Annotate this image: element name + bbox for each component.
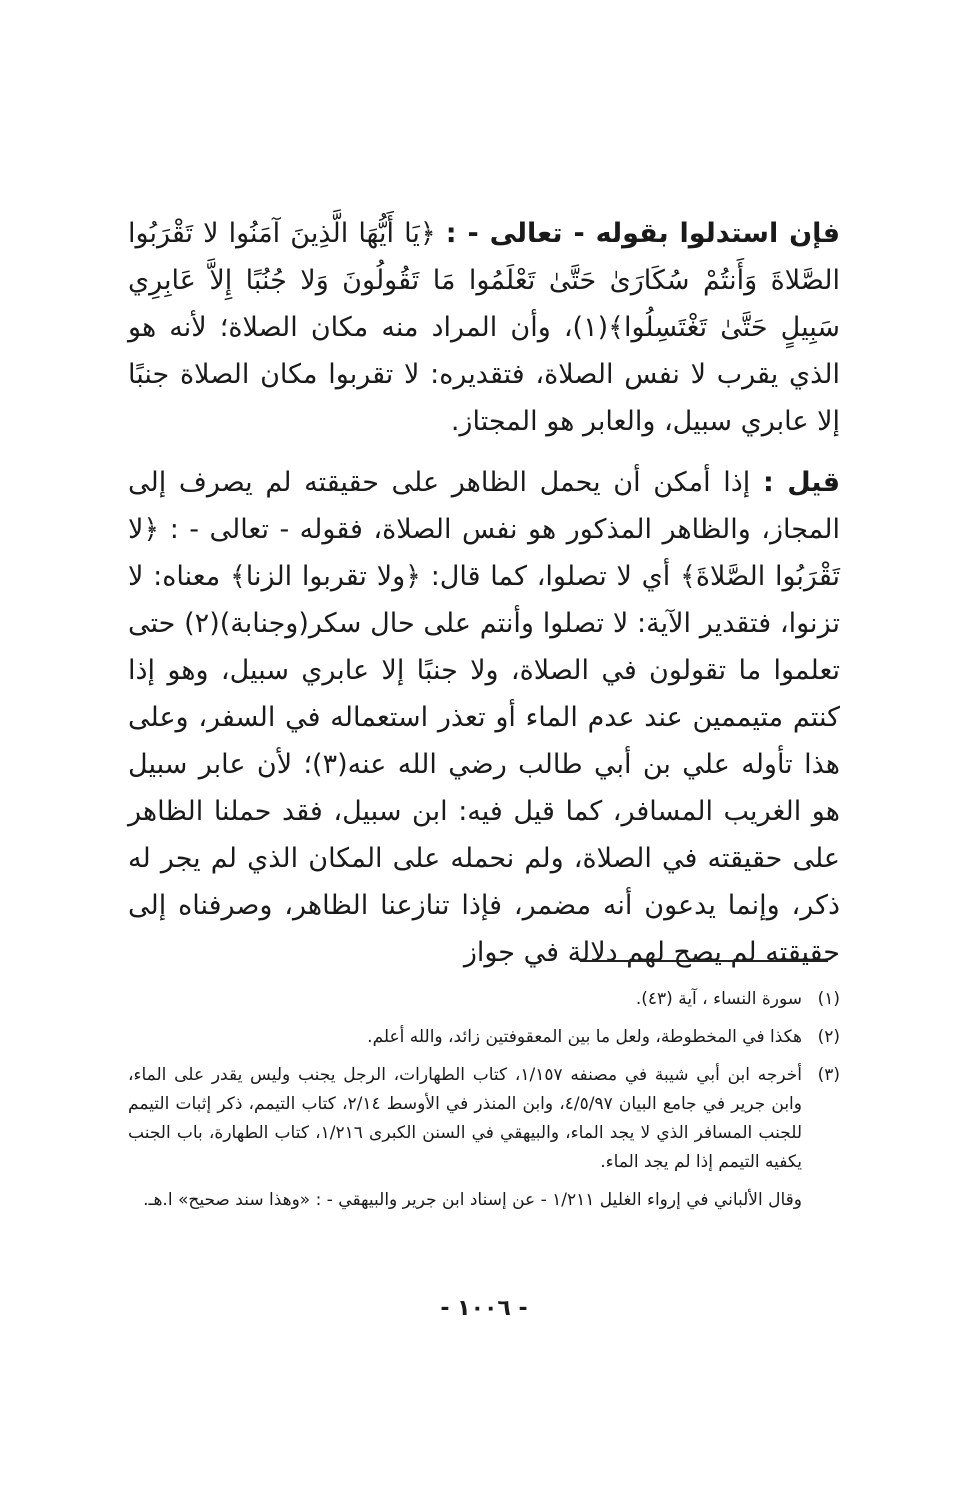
- paragraph-1: [128, 210, 840, 445]
- footnote-text: هكذا في المخطوطة، ولعل ما بين المعقوفتين زائد، والله أعلم.: [367, 1027, 802, 1047]
- footnote-text: أخرجه ابن أبي شيبة في مصنفه ١/١٥٧، كتاب الطهارات، الرجل يجنب وليس يقدر على الماء، وابن جرير في جامع البيان ٤/٥/٩٧، وابن المنذر في الأوسط ٢/١٤، كتاب التيمم، ذكر إثبات التيمم للجنب المسافر الذي لا يجد الماء، والبيهقي في السنن الكبرى ١/٢١٦، كتاب الطهارة، باب الجنب يكفيه التيمم إذا لم يجد الماء.: [128, 1065, 802, 1172]
- main-text: [128, 210, 840, 990]
- footnote-3-continuation: وقال الألباني في إرواء الغليل ١/٢١١ - عن إسناد ابن جرير والبيهقي - : «وهذا سند صحيح» ا.هـ.: [143, 1190, 802, 1210]
- footnote-number: (٣): [817, 1065, 840, 1085]
- footnote-number: (٢): [817, 1027, 840, 1047]
- paragraph-2: [128, 459, 840, 976]
- paragraph-2-text: إذا أمكن أن يحمل الظاهر على حقيقته لم يصرف إلى المجاز، والظاهر المذكور هو نفس الصلاة، فقوله - تعالى - : ﴿لا تَقْرَبُوا الصَّلاةَ﴾ أي لا تصلوا، كما قال: ﴿ولا تقربوا الزنا﴾ معناه: لا تزنوا، فتقدير الآية: لا تصلوا وأنتم على حال سكر(وجنابة)(٢) حتى تعلموا ما تقولون في الصلاة، ولا جنبًا إلا عابري سبيل، وهو إذا كنتم متيممين عند عدم الماء أو تعذر استعماله في السفر، وعلى هذا تأوله علي بن أبي طالب رضي الله عنه(٣)؛ لأن عابر سبيل هو الغريب المسافر، كما قيل فيه: ابن سبيل، فقد حملنا الظاهر على حقيقته في الصلاة، ولم نحمله على المكان الذي لم يجر له ذكر، وإنما يدعون أنه مضمر، فإذا تنازعنا الظاهر، وصرفناه إلى حقيقته لم يصح لهم دلالة في جواز: [128, 467, 840, 968]
- footnote-2: [128, 1023, 840, 1052]
- footnote-divider: [580, 960, 828, 962]
- paragraph-1-lead: فإن استدلوا بقوله - تعالى - :: [445, 218, 841, 249]
- footnote-3: [128, 1061, 840, 1177]
- paragraph-1-text: ﴿يَا أَيُّهَا الَّذِينَ آمَنُوا لا تَقْرَبُوا الصَّلاةَ وَأَنتُمْ سُكَارَىٰ حَتَّىٰ تَعْلَمُوا مَا تَقُولُونَ وَلا جُنُبًا إِلاَّ عَابِرِي سَبِيلٍ حَتَّىٰ تَغْتَسِلُوا﴾(١)، وأن المراد منه مكان الصلاة؛ لأنه هو الذي يقرب لا نفس الصلاة، فتقديره: لا تقربوا مكان الصلاة جنبًا إلا عابري سبيل، والعابر هو المجتاز.: [128, 218, 840, 437]
- footnote-text: سورة النساء ، آية (٤٣).: [635, 989, 802, 1009]
- footnotes: [128, 985, 840, 1215]
- footnote-1: [128, 985, 840, 1014]
- footnote-number: (١): [817, 989, 840, 1009]
- paragraph-2-lead: قيل :: [762, 467, 841, 498]
- page-number: - ١٠٠٦ -: [440, 1296, 528, 1321]
